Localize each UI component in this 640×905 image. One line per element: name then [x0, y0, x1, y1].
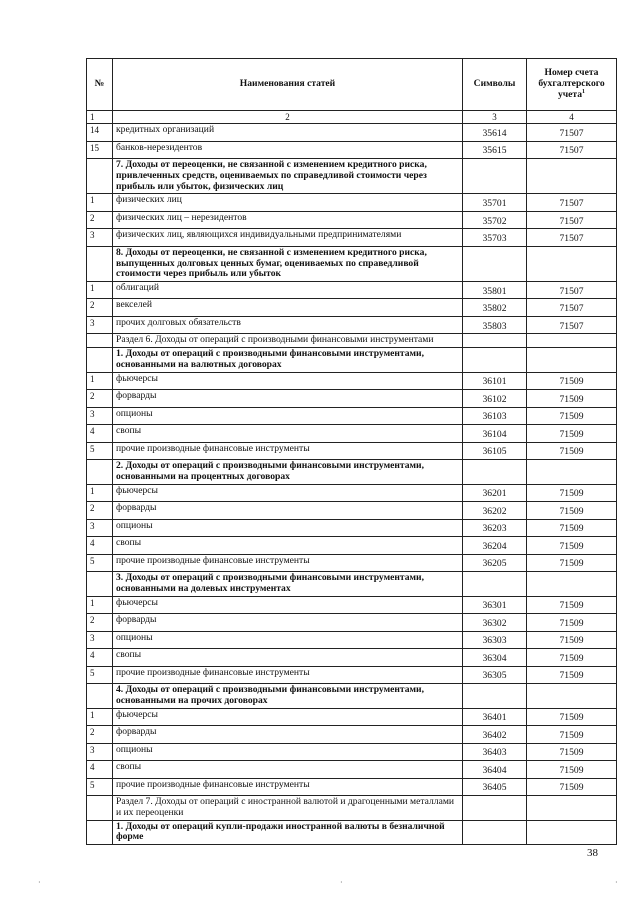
row-account-number: 71509 — [527, 484, 617, 502]
row-account-number: 71509 — [527, 761, 617, 779]
row-account-number: 71507 — [527, 316, 617, 334]
row-number: 3 — [87, 407, 113, 425]
row-symbol: 36102 — [463, 390, 527, 408]
row-symbol — [463, 159, 527, 194]
row-number: 2 — [87, 299, 113, 317]
row-item-name: свопы — [113, 761, 463, 779]
table-row — [87, 778, 617, 796]
row-number: 1 — [87, 596, 113, 614]
section-heading-row — [87, 460, 617, 484]
table-header-row — [87, 59, 617, 111]
table-row — [87, 537, 617, 555]
row-account-number: 71509 — [527, 708, 617, 726]
row-account-number: 71509 — [527, 425, 617, 443]
row-symbol: 35802 — [463, 299, 527, 317]
row-number: 1 — [87, 372, 113, 390]
table-row — [87, 761, 617, 779]
row-symbol: 36405 — [463, 778, 527, 796]
row-symbol: 36201 — [463, 484, 527, 502]
section-heading-row — [87, 246, 617, 281]
row-account-number: 71507 — [527, 299, 617, 317]
table-row — [87, 708, 617, 726]
row-item-name: фьючерсы — [113, 708, 463, 726]
row-symbol: 36204 — [463, 537, 527, 555]
row-item-name: свопы — [113, 425, 463, 443]
row-account-number: 71509 — [527, 502, 617, 520]
row-account-number: 71509 — [527, 778, 617, 796]
row-symbol: 36203 — [463, 519, 527, 537]
header-account-label: Номер счета бухгалтерского учета — [538, 66, 605, 101]
row-number: 2 — [87, 211, 113, 229]
scan-speck: · — [38, 878, 41, 887]
row-account-number — [527, 334, 617, 348]
row-number: 4 — [87, 425, 113, 443]
table-row — [87, 554, 617, 572]
row-account-number: 71509 — [527, 596, 617, 614]
section-heading: 3. Доходы от операций с производными финансовыми инструментами, основанными на долевых инструментах — [113, 572, 463, 596]
row-item-name: физических лиц – нерезидентов — [113, 211, 463, 229]
row-symbol: 36305 — [463, 666, 527, 684]
row-account-number: 71509 — [527, 407, 617, 425]
table-row — [87, 666, 617, 684]
row-number: 5 — [87, 442, 113, 460]
row-item-name: векселей — [113, 299, 463, 317]
row-account-number: 71509 — [527, 519, 617, 537]
row-number: 1 — [87, 194, 113, 212]
row-account-number — [527, 348, 617, 372]
row-item-name: физических лиц, являющихся индивидуальными предпринимателями — [113, 229, 463, 247]
row-account-number — [527, 572, 617, 596]
table-row — [87, 519, 617, 537]
row-symbol — [463, 796, 527, 820]
row-symbol: 35702 — [463, 211, 527, 229]
table-row — [87, 614, 617, 632]
row-number: 4 — [87, 761, 113, 779]
section-heading: 8. Доходы от переоценки, не связанной с изменением кредитного риска, выпущенных долговых ценных бумаг, оцениваемых по справедливой стоимости через прибыль или убыток — [113, 246, 463, 281]
table-row — [87, 141, 617, 159]
row-account-number: 71509 — [527, 666, 617, 684]
table-row — [87, 596, 617, 614]
row-number: 1 — [87, 708, 113, 726]
column-index-1: 1 — [87, 111, 113, 124]
column-index-4: 4 — [527, 111, 617, 124]
column-index-3: 3 — [463, 111, 527, 124]
row-item-name: фьючерсы — [113, 484, 463, 502]
row-symbol: 36403 — [463, 743, 527, 761]
row-item-name: банков-нерезидентов — [113, 141, 463, 159]
table-row — [87, 484, 617, 502]
row-symbol: 36302 — [463, 614, 527, 632]
row-symbol — [463, 684, 527, 708]
footnote-marker: 1 — [582, 89, 586, 96]
row-number: 4 — [87, 649, 113, 667]
table-row — [87, 211, 617, 229]
table-row — [87, 316, 617, 334]
row-number: 3 — [87, 743, 113, 761]
row-account-number — [527, 820, 617, 844]
row-account-number — [527, 159, 617, 194]
row-number: 1 — [87, 484, 113, 502]
table-row — [87, 281, 617, 299]
row-symbol: 36401 — [463, 708, 527, 726]
row-number — [87, 572, 113, 596]
table-row — [87, 502, 617, 520]
row-number: 4 — [87, 537, 113, 555]
row-account-number — [527, 246, 617, 281]
row-symbol: 35615 — [463, 141, 527, 159]
row-number: 5 — [87, 778, 113, 796]
row-account-number: 71507 — [527, 141, 617, 159]
row-symbol: 36103 — [463, 407, 527, 425]
table-body — [87, 111, 617, 845]
row-account-number: 71507 — [527, 211, 617, 229]
row-number — [87, 348, 113, 372]
row-account-number: 71509 — [527, 614, 617, 632]
row-account-number: 71509 — [527, 743, 617, 761]
row-symbol: 36404 — [463, 761, 527, 779]
row-number — [87, 820, 113, 844]
row-symbol: 35803 — [463, 316, 527, 334]
row-symbol — [463, 572, 527, 596]
row-number: 3 — [87, 631, 113, 649]
row-account-number: 71507 — [527, 281, 617, 299]
row-item-name: прочие производные финансовые инструменты — [113, 442, 463, 460]
section-heading-row — [87, 159, 617, 194]
row-symbol — [463, 820, 527, 844]
accounts-table — [86, 58, 617, 845]
row-account-number: 71509 — [527, 537, 617, 555]
row-item-name: свопы — [113, 537, 463, 555]
row-symbol: 36205 — [463, 554, 527, 572]
table-row — [87, 726, 617, 744]
table-row — [87, 631, 617, 649]
section-heading: 4. Доходы от операций с производными финансовыми инструментами, основанными на прочих договорах — [113, 684, 463, 708]
row-account-number: 71509 — [527, 649, 617, 667]
row-number: 2 — [87, 726, 113, 744]
row-number — [87, 796, 113, 820]
row-item-name: кредитных организаций — [113, 124, 463, 142]
section-heading: 1. Доходы от операций с производными финансовыми инструментами, основанными на валютных договорах — [113, 348, 463, 372]
row-number — [87, 684, 113, 708]
scan-speck: · — [340, 878, 343, 887]
row-number: 2 — [87, 614, 113, 632]
section-heading-row — [87, 796, 617, 820]
column-index-2: 2 — [113, 111, 463, 124]
row-number — [87, 159, 113, 194]
row-item-name: свопы — [113, 649, 463, 667]
section-heading-row — [87, 348, 617, 372]
table-row — [87, 372, 617, 390]
table-row — [87, 425, 617, 443]
scan-speck: · — [615, 878, 618, 887]
row-symbol: 36402 — [463, 726, 527, 744]
row-symbol: 36104 — [463, 425, 527, 443]
table-row — [87, 649, 617, 667]
row-number — [87, 246, 113, 281]
row-item-name: фьючерсы — [113, 596, 463, 614]
row-number — [87, 334, 113, 348]
row-item-name: физических лиц — [113, 194, 463, 212]
row-account-number: 71509 — [527, 554, 617, 572]
row-symbol: 36303 — [463, 631, 527, 649]
section-heading: 1. Доходы от операций купли-продажи иностранной валюты в безналичной форме — [113, 820, 463, 844]
row-number: 14 — [87, 124, 113, 142]
row-account-number: 71507 — [527, 124, 617, 142]
row-account-number: 71509 — [527, 372, 617, 390]
row-symbol: 36105 — [463, 442, 527, 460]
header-item-names: Наименования статей — [113, 59, 463, 111]
page-number: 38 — [587, 847, 598, 859]
row-item-name: форварды — [113, 614, 463, 632]
section-heading-row — [87, 684, 617, 708]
row-account-number: 71509 — [527, 726, 617, 744]
row-symbol — [463, 334, 527, 348]
row-item-name: фьючерсы — [113, 372, 463, 390]
row-number: 15 — [87, 141, 113, 159]
row-account-number: 71509 — [527, 442, 617, 460]
row-account-number: 71507 — [527, 194, 617, 212]
row-symbol: 36301 — [463, 596, 527, 614]
row-item-name: прочие производные финансовые инструменты — [113, 554, 463, 572]
table-row — [87, 743, 617, 761]
table-row — [87, 407, 617, 425]
row-number — [87, 460, 113, 484]
header-account-number — [527, 59, 617, 111]
table-row — [87, 194, 617, 212]
row-account-number: 71509 — [527, 390, 617, 408]
row-symbol: 35614 — [463, 124, 527, 142]
row-number: 1 — [87, 281, 113, 299]
section-heading-row — [87, 820, 617, 844]
header-symbols: Символы — [463, 59, 527, 111]
row-number: 3 — [87, 519, 113, 537]
row-item-name: опционы — [113, 407, 463, 425]
row-item-name: прочих долговых обязательств — [113, 316, 463, 334]
section-heading: Раздел 7. Доходы от операций с иностранной валютой и драгоценными металлами и их переоценки — [113, 796, 463, 820]
row-number: 2 — [87, 390, 113, 408]
section-heading: 2. Доходы от операций с производными финансовыми инструментами, основанными на процентных договорах — [113, 460, 463, 484]
row-symbol: 35801 — [463, 281, 527, 299]
row-item-name: форварды — [113, 726, 463, 744]
row-account-number — [527, 684, 617, 708]
row-symbol: 36202 — [463, 502, 527, 520]
row-symbol — [463, 460, 527, 484]
row-item-name: опционы — [113, 743, 463, 761]
table-row — [87, 390, 617, 408]
table-row — [87, 442, 617, 460]
row-account-number — [527, 460, 617, 484]
column-index-row — [87, 111, 617, 124]
row-symbol — [463, 348, 527, 372]
section-heading-row — [87, 334, 617, 348]
section-heading-row — [87, 572, 617, 596]
row-number: 5 — [87, 666, 113, 684]
row-symbol: 35701 — [463, 194, 527, 212]
row-item-name: форварды — [113, 502, 463, 520]
section-heading: 7. Доходы от переоценки, не связанной с изменением кредитного риска, привлеченных средств, оцениваемых по справедливой стоимости через прибыль или убыток, физических лиц — [113, 159, 463, 194]
row-number: 3 — [87, 316, 113, 334]
row-account-number: 71509 — [527, 631, 617, 649]
row-account-number — [527, 796, 617, 820]
section-heading: Раздел 6. Доходы от операций с производными финансовыми инструментами — [113, 334, 463, 348]
row-item-name: прочие производные финансовые инструменты — [113, 778, 463, 796]
row-account-number: 71507 — [527, 229, 617, 247]
row-symbol: 36101 — [463, 372, 527, 390]
row-item-name: форварды — [113, 390, 463, 408]
row-number: 2 — [87, 502, 113, 520]
header-number: № — [87, 59, 113, 111]
row-symbol — [463, 246, 527, 281]
table-row — [87, 229, 617, 247]
row-item-name: опционы — [113, 631, 463, 649]
table-row — [87, 124, 617, 142]
row-item-name: прочие производные финансовые инструменты — [113, 666, 463, 684]
row-symbol: 36304 — [463, 649, 527, 667]
row-item-name: облигаций — [113, 281, 463, 299]
row-number: 5 — [87, 554, 113, 572]
row-item-name: опционы — [113, 519, 463, 537]
table-row — [87, 299, 617, 317]
row-symbol: 35703 — [463, 229, 527, 247]
row-number: 3 — [87, 229, 113, 247]
